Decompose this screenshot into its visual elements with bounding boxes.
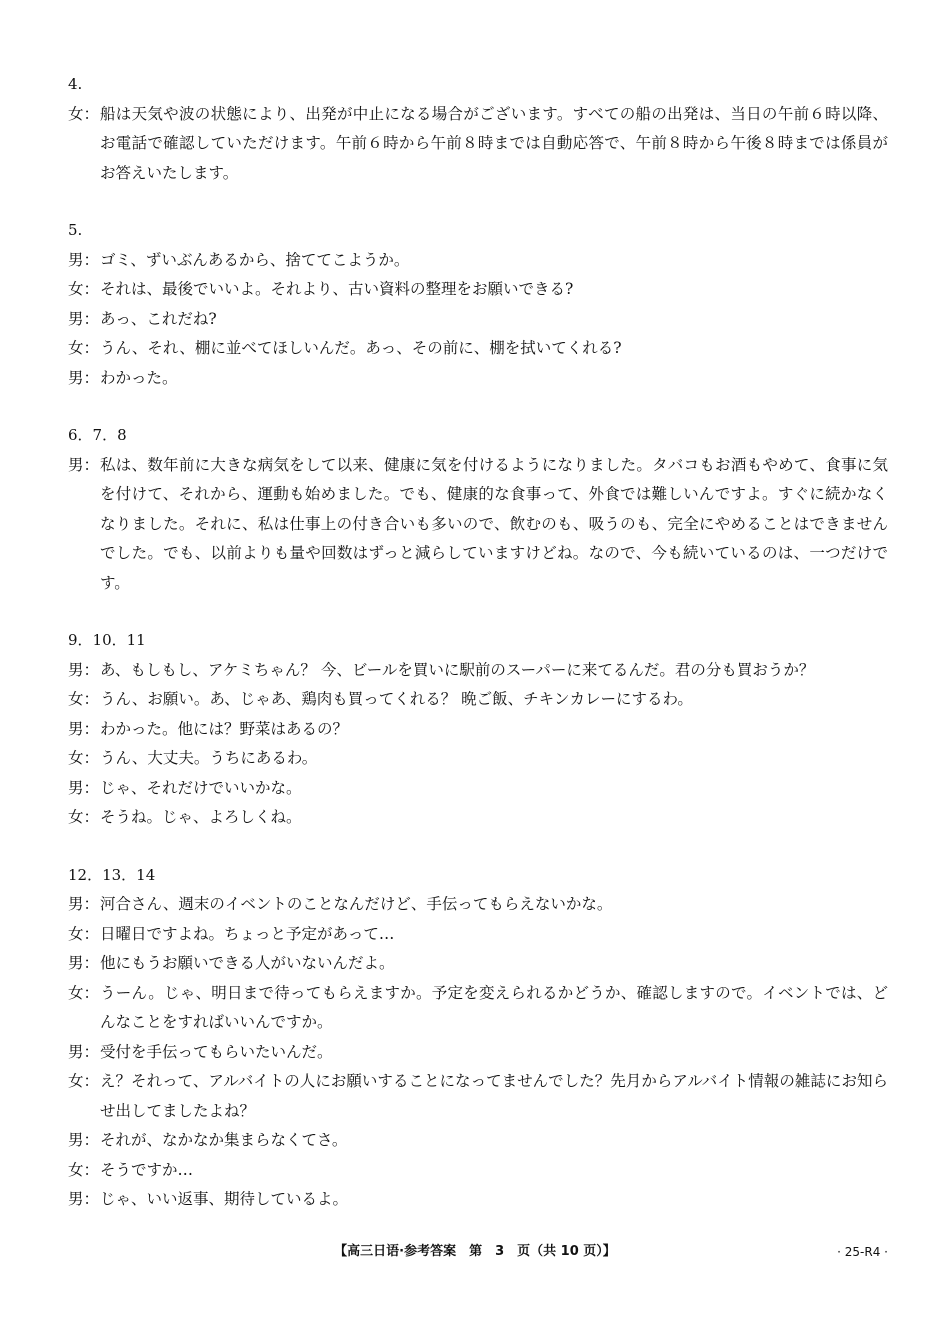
dialogue-line xyxy=(68,246,888,276)
speaker-label: 男： xyxy=(68,250,100,269)
speaker-label: 男： xyxy=(68,1190,100,1208)
dialogue-line xyxy=(68,1185,888,1215)
dialogue-text: うん、大丈夫。うちにあるわ。 xyxy=(100,749,318,767)
dialogue-line xyxy=(68,1038,888,1068)
transcript-section xyxy=(68,626,888,833)
speaker-label: 女： xyxy=(68,924,100,943)
dialogue-text: そうね。じゃ、よろしくね。 xyxy=(100,808,302,826)
speaker-label: 女： xyxy=(68,983,100,1002)
dialogue-text: じゃ、それだけでいいかな。 xyxy=(100,778,302,797)
dialogue-line xyxy=(68,803,888,833)
speaker-label: 男： xyxy=(68,895,100,913)
dialogue-line xyxy=(68,949,888,979)
transcript-section xyxy=(68,216,888,393)
question-number: 12．13．14 xyxy=(68,865,156,884)
footer-exam-code: · 25-R4 · xyxy=(837,1245,888,1259)
dialogue-line xyxy=(68,979,888,1038)
question-number: 5. xyxy=(68,221,83,239)
speaker-label: 女： xyxy=(68,339,100,357)
dialogue-line xyxy=(68,920,888,950)
dialogue-text: そうですか… xyxy=(100,1160,194,1179)
dialogue-text: 日曜日ですよね。ちょっと予定があって… xyxy=(100,924,395,943)
dialogue-text: それは、最後でいいよ。それより、古い資料の整理をお願いできる? xyxy=(100,280,574,298)
speaker-label: 男： xyxy=(68,778,100,797)
speaker-label: 女： xyxy=(68,690,100,708)
dialogue-line xyxy=(68,305,888,335)
dialogue-line xyxy=(68,1067,888,1126)
speaker-label: 女： xyxy=(68,104,100,123)
dialogue-line xyxy=(68,364,888,394)
dialogue-text: うん、お願い。あ、じゃあ、鶏肉も買ってくれる？ 晩ご飯、チキンカレーにするわ。 xyxy=(100,690,693,708)
dialogue-text: ゴミ、ずいぶんあるから、捨ててこようか。 xyxy=(100,250,410,269)
dialogue-text: あっ、これだね? xyxy=(100,309,217,328)
dialogue-text: それが、なかなか集まらなくてさ。 xyxy=(100,1131,348,1149)
transcript-section xyxy=(68,861,888,1215)
speaker-label: 女： xyxy=(68,1072,100,1090)
dialogue-text: うーん。じゃ、明日まで待ってもらえますか。予定を変えられるかどうか、確認しますので。イベントでは、どんなことをすればいいんですか。 xyxy=(100,983,888,1031)
dialogue-text: え？それって、アルバイトの人にお願いすることになってませんでした？先月からアルバイト情報の雑誌にお知らせ出してましたよね？ xyxy=(100,1072,888,1120)
speaker-label: 男： xyxy=(68,309,100,328)
speaker-label: 女： xyxy=(68,1160,100,1179)
speaker-label: 男： xyxy=(68,455,100,474)
dialogue-line xyxy=(68,275,888,305)
speaker-label: 男： xyxy=(68,719,100,738)
dialogue-line xyxy=(68,685,888,715)
dialogue-text: 河合さん、週末のイベントのことなんだけど、手伝ってもらえないかな。 xyxy=(100,895,613,913)
speaker-label: 女： xyxy=(68,808,100,826)
transcript-section xyxy=(68,421,888,598)
dialogue-text: 他にもうお願いできる人がいないんだよ。 xyxy=(100,954,395,972)
dialogue-text: じゃ、いい返事、期待しているよ。 xyxy=(100,1190,349,1208)
dialogue-line xyxy=(68,1156,888,1186)
dialogue-text: 船は天気や波の状態により、出発が中止になる場合がございます。すべての船の出発は、当日の午前６時以降、お電話で確認していただけます。午前６時から午前８時までは自動応答で、午前８時から午後８時までは係員がお答えいたします。 xyxy=(100,104,888,182)
dialogue-text: 受付を手伝ってもらいたいんだ。 xyxy=(100,1042,333,1061)
speaker-label: 男： xyxy=(68,660,100,679)
question-number: 4. xyxy=(68,75,83,93)
document-body xyxy=(68,70,888,1243)
dialogue-line xyxy=(68,774,888,804)
question-number: 9．10．11 xyxy=(68,631,146,649)
dialogue-line xyxy=(68,656,888,686)
transcript-section xyxy=(68,70,888,188)
speaker-label: 男： xyxy=(68,954,100,972)
dialogue-text: わかった。 xyxy=(100,368,178,387)
speaker-label: 女： xyxy=(68,749,100,767)
speaker-label: 男： xyxy=(68,1042,100,1061)
speaker-label: 女： xyxy=(68,280,100,298)
speaker-label: 男： xyxy=(68,1131,100,1149)
dialogue-text: あ、もしもし、アケミちゃん？ 今、ビールを買いに駅前のスーパーに来てるんだ。君の分も買おうか？ xyxy=(100,660,815,679)
footer-page-info: 【高三日语·参考答案 第 3 页（共 10 页）】 xyxy=(334,1244,616,1259)
speaker-label: 男： xyxy=(68,368,100,387)
dialogue-line xyxy=(68,715,888,745)
dialogue-text: うん、それ、棚に並べてほしいんだ。あっ、その前に、棚を拭いてくれる? xyxy=(100,339,622,357)
dialogue-text: わかった。他には？野菜はあるの？ xyxy=(100,719,349,738)
dialogue-line xyxy=(68,1126,888,1156)
dialogue-line xyxy=(68,334,888,364)
dialogue-line xyxy=(68,100,888,189)
dialogue-line xyxy=(68,890,888,920)
dialogue-text: 私は、数年前に大きな病気をして以来、健康に気を付けるようになりました。タバコもお酒もやめて、食事に気を付けて、それから、運動も始めました。でも、健康的な食事って、外食では難しいんですよ。すぐに続かなくなりました。それに、私は仕事上の付き合いも多いので、飲むのも、吸うのも、完全にやめることはできませんでした。でも、以前よりも量や回数はずっと減らしていますけどね。なので、今も続いているのは、一つだけです。 xyxy=(100,455,888,592)
page-footer xyxy=(0,1240,950,1264)
dialogue-line xyxy=(68,451,888,599)
dialogue-line xyxy=(68,744,888,774)
question-number: 6．7．8 xyxy=(68,426,127,444)
